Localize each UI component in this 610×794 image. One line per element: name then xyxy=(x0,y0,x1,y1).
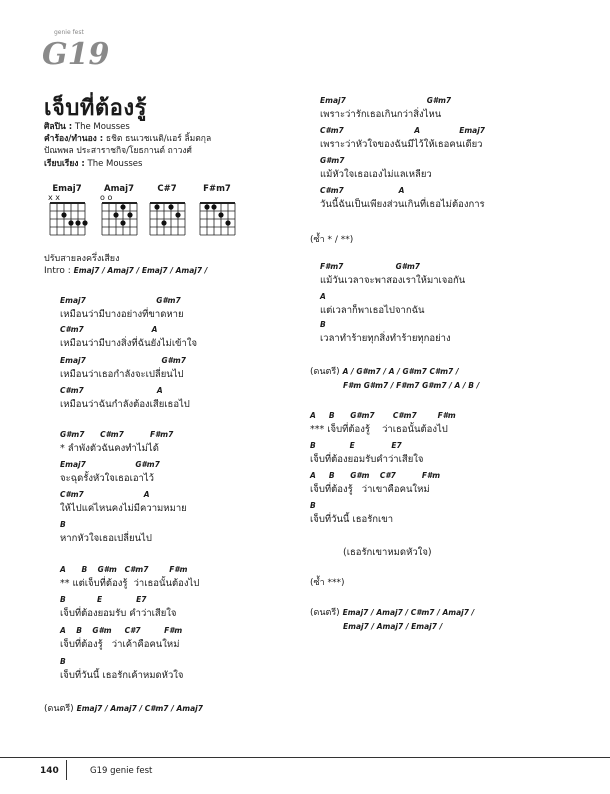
footer-divider xyxy=(66,760,67,780)
lyric-line: เจ็บที่วันนี้ เธอรักเขา xyxy=(310,514,394,525)
chord-line: Emaj7 G#m7 xyxy=(60,460,160,469)
chord-dot xyxy=(168,204,173,209)
lyric-line: แต่เวลาก็พาเธอไปจากฉัน xyxy=(320,305,425,316)
right-end-line: (เธอรักเขาหมดหัวใจ) xyxy=(343,547,432,558)
chord-diagram xyxy=(48,201,88,237)
lyric-line: เจ็บที่ต้องรู้ ว่าเขาคือคนใหม่ xyxy=(310,484,430,495)
chord-dot xyxy=(127,212,132,217)
chord-dot xyxy=(175,212,180,217)
chord-line: C#m7 A xyxy=(60,386,163,395)
chord-dot xyxy=(161,220,166,225)
song-title: เจ็บที่ต้องรู้ xyxy=(44,96,147,121)
chord-line: B E E7 xyxy=(60,595,147,604)
chord-line: B xyxy=(320,320,326,329)
repeat-marker-2: (ซ้ำ ***) xyxy=(310,578,345,588)
chord-dot xyxy=(120,220,125,225)
right-instrumental-2: F#m G#m7 / F#m7 G#m7 / A / B / xyxy=(343,381,480,390)
chord-diagram xyxy=(148,201,188,237)
chord-line: B xyxy=(310,501,316,510)
chord-dot xyxy=(204,204,209,209)
chord-name: Emaj7 xyxy=(52,184,82,194)
lyric-line: ** แต่เจ็บที่ต้องรู้ ว่าเธอนั้นต้องไป xyxy=(60,578,200,589)
chord-dot xyxy=(211,204,216,209)
lyric-line: แม้หัวใจเธอเองไม่แลเหลียว xyxy=(320,169,432,180)
lyric-line: เหมือนว่ามีบางสิ่งที่ฉันยังไม่เข้าใจ xyxy=(60,338,198,349)
chord-open-strings: x x xyxy=(48,193,61,202)
lyric-line: แม้วันเวลาจะพาสองเราให้มาเจอกัน xyxy=(320,275,466,286)
footer-rule xyxy=(0,757,610,758)
chord-dot xyxy=(218,212,223,217)
writer-line: คำร้อง/ทำนอง : ธชิต ธนเวชเนติ/แอร์ ลิ้มตกุล xyxy=(44,134,212,144)
lyric-line: เพราะว่ารักเธอเกินกว่าสิ่งไหน xyxy=(320,109,442,120)
right-instrumental: (ดนตรี) A / G#m7 / A / G#m7 C#m7 / xyxy=(310,367,459,377)
chord-dot xyxy=(225,220,230,225)
lyric-line: เหมือนว่าเธอกำลังจะเปลี่ยนไป xyxy=(60,369,184,380)
page-number: 140 xyxy=(40,766,59,776)
lyric-line: เจ็บที่วันนี้ เธอรักเค้าหมดหัวใจ xyxy=(60,670,184,681)
lyric-line: หากหัวใจเธอเปลี่ยนไป xyxy=(60,533,152,544)
left-instrumental: (ดนตรี) Emaj7 / Amaj7 / C#m7 / Amaj7 xyxy=(44,704,203,714)
lyric-line: เจ็บที่ต้องยอมรับ คำว่าเสียใจ xyxy=(60,608,177,619)
lyric-line: เวลาทำร้ายทุกสิ่งทำร้ายทุกอย่าง xyxy=(320,333,451,344)
svg-text:G19: G19 xyxy=(42,37,110,72)
lyric-line: * ลำพังตัวฉันคงทำไม่ได้ xyxy=(60,443,159,454)
outro-line-2: Emaj7 / Amaj7 / Emaj7 / xyxy=(343,622,443,631)
lyric-line: *** เจ็บที่ต้องรู้ ว่าเธอนั้นต้องไป xyxy=(310,424,448,435)
chord-diagram xyxy=(198,201,238,237)
artist-line: ศิลปิน : The Mousses xyxy=(44,122,130,132)
tuning-note: ปรับสายลงครึ่งเสียง xyxy=(44,254,120,264)
lyric-line: เจ็บที่ต้องยอมรับคำว่าเสียใจ xyxy=(310,454,424,465)
arranger-line: เรียบเรียง : The Mousses xyxy=(44,159,143,169)
chord-line: A B G#m C#7 F#m xyxy=(60,626,183,635)
chord-open-strings: o o xyxy=(100,193,113,202)
chord-line: G#m7 C#m7 F#m7 xyxy=(60,430,174,439)
lyric-line: วันนี้ฉันเป็นเพียงส่วนเกินที่เธอไม่ต้องการ xyxy=(320,199,485,210)
chord-line: B E E7 xyxy=(310,441,402,450)
chord-line: A xyxy=(320,292,326,301)
chord-line: A B G#m7 C#m7 F#m xyxy=(310,411,456,420)
chord-dot xyxy=(68,220,73,225)
chord-line: B xyxy=(60,657,66,666)
outro-line: (ดนตรี) Emaj7 / Amaj7 / C#m7 / Amaj7 / xyxy=(310,608,475,618)
lyric-line: ให้ไปแค่ไหนคงไม่มีความหมาย xyxy=(60,503,187,514)
chord-name: Amaj7 xyxy=(104,184,134,194)
chord-line: F#m7 G#m7 xyxy=(320,262,421,271)
chord-name: C#7 xyxy=(157,184,177,194)
chord-line: Emaj7 G#m7 xyxy=(320,96,452,105)
lyric-line: จะฉุดรั้งหัวใจเธอเอาไว้ xyxy=(60,473,155,484)
chord-diagram xyxy=(100,201,140,237)
chord-line: C#m7 A Emaj7 xyxy=(320,126,486,135)
intro-line: Intro : Emaj7 / Amaj7 / Emaj7 / Amaj7 / xyxy=(44,266,208,276)
lyric-line: เจ็บที่ต้องรู้ ว่าเค้าคือคนใหม่ xyxy=(60,639,180,650)
repeat-marker-1: (ซ้ำ * / **) xyxy=(310,235,354,245)
chord-dot xyxy=(82,220,87,225)
chord-line: C#m7 A xyxy=(60,490,150,499)
chord-line: G#m7 xyxy=(320,156,345,165)
chord-line: A B G#m C#m7 F#m xyxy=(60,565,188,574)
chord-dot xyxy=(75,220,80,225)
chord-line: Emaj7 G#m7 xyxy=(60,356,186,365)
lyric-line: เหมือนว่าฉันกำลังต้องเสียเธอไป xyxy=(60,399,190,410)
svg-text:genie fest: genie fest xyxy=(54,29,84,36)
chord-line: B xyxy=(60,520,66,529)
chord-name: F#m7 xyxy=(203,184,231,194)
chord-dot xyxy=(113,212,118,217)
chord-line: C#m7 A xyxy=(320,186,405,195)
footer-title: G19 genie fest xyxy=(90,766,153,776)
g19-logo xyxy=(40,24,110,72)
chord-dot xyxy=(61,212,66,217)
chord-dot xyxy=(154,204,159,209)
coproducer-line: ปัณพพล ประสาราชกิจ/โยธกานต์ ถาวงศ์ xyxy=(44,146,192,156)
chord-dot xyxy=(120,204,125,209)
chord-line: A B G#m C#7 F#m xyxy=(310,471,441,480)
chord-line: C#m7 A xyxy=(60,325,158,334)
chord-line: Emaj7 G#m7 xyxy=(60,296,181,305)
lyric-line: เพราะว่าหัวใจของฉันมีไว้ให้เธอคนเดียว xyxy=(320,139,483,150)
lyric-line: เหมือนว่ามีบางอย่างที่ขาดหาย xyxy=(60,309,184,320)
